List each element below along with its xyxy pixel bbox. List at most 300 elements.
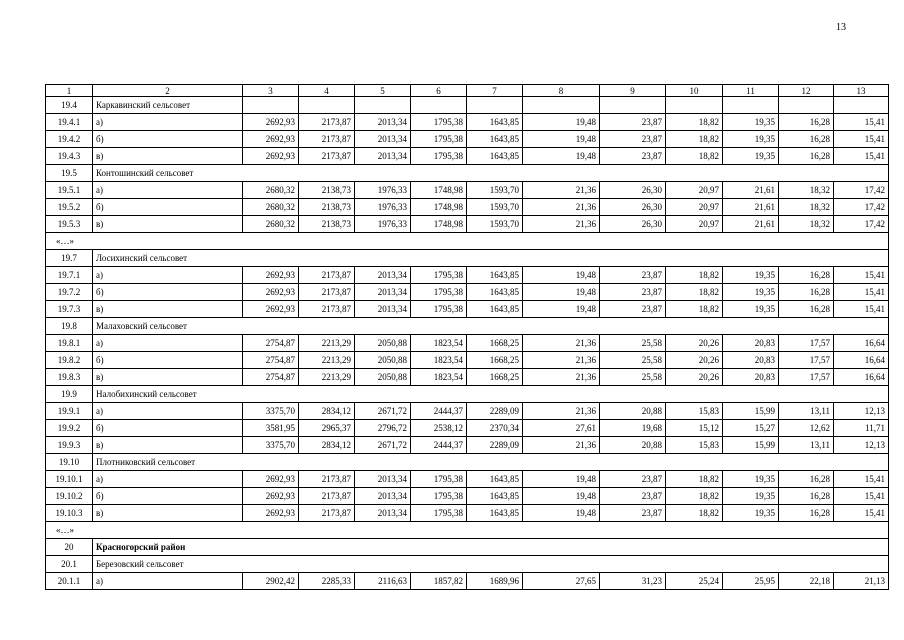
empty-cell — [723, 97, 779, 114]
value-cell: 15,41 — [834, 471, 889, 488]
value-cell: 1593,70 — [467, 182, 523, 199]
value-cell: 1643,85 — [467, 148, 523, 165]
row-option: а) — [93, 182, 243, 199]
value-cell: 2173,87 — [299, 505, 355, 522]
value-cell: 19,35 — [723, 471, 779, 488]
value-cell: 1823,54 — [411, 335, 467, 352]
value-cell: 2754,87 — [243, 369, 299, 386]
row-code: 19.10 — [46, 454, 93, 471]
value-cell: 2680,32 — [243, 182, 299, 199]
value-cell: 1643,85 — [467, 131, 523, 148]
value-cell: 19,35 — [723, 267, 779, 284]
value-cell: 15,99 — [723, 403, 779, 420]
table-row — [46, 488, 889, 505]
row-code: 19.10.3 — [46, 505, 93, 522]
value-cell: 2692,93 — [243, 148, 299, 165]
row-option: а) — [93, 114, 243, 131]
value-cell: 18,32 — [779, 199, 834, 216]
table-row — [46, 403, 889, 420]
value-cell: 23,87 — [600, 131, 666, 148]
value-cell: 2013,34 — [355, 267, 411, 284]
section-name: Плотниковский сельсовет — [93, 454, 889, 471]
value-cell: 2834,12 — [299, 403, 355, 420]
row-option: б) — [93, 488, 243, 505]
value-cell: 3375,70 — [243, 437, 299, 454]
value-cell: 1795,38 — [411, 505, 467, 522]
header-cell: 6 — [411, 85, 467, 97]
value-cell: 21,36 — [523, 437, 600, 454]
value-cell: 16,28 — [779, 148, 834, 165]
value-cell: 2050,88 — [355, 369, 411, 386]
value-cell: 20,26 — [666, 335, 723, 352]
row-code: 19.7.2 — [46, 284, 93, 301]
value-cell: 3375,70 — [243, 403, 299, 420]
value-cell: 19,35 — [723, 301, 779, 318]
value-cell: 1593,70 — [467, 216, 523, 233]
row-code: 19.4 — [46, 97, 93, 114]
row-code: 19.9.1 — [46, 403, 93, 420]
value-cell: 19,35 — [723, 488, 779, 505]
value-cell: 2965,37 — [299, 420, 355, 437]
value-cell: 18,82 — [666, 267, 723, 284]
page-number: 13 — [836, 22, 846, 33]
value-cell: 2285,33 — [299, 573, 355, 590]
value-cell: 22,18 — [779, 573, 834, 590]
value-cell: 16,28 — [779, 471, 834, 488]
value-cell: 2013,34 — [355, 471, 411, 488]
row-code: 19.8.2 — [46, 352, 93, 369]
value-cell: 21,13 — [834, 573, 889, 590]
value-cell: 1976,33 — [355, 216, 411, 233]
row-option: а) — [93, 471, 243, 488]
value-cell: 2013,34 — [355, 301, 411, 318]
value-cell: 15,12 — [666, 420, 723, 437]
value-cell: 1689,96 — [467, 573, 523, 590]
value-cell: 2680,32 — [243, 199, 299, 216]
row-code: 19.5.1 — [46, 182, 93, 199]
table-row — [46, 437, 889, 454]
district-name: Красногорский район — [93, 539, 889, 556]
value-cell: 2692,93 — [243, 301, 299, 318]
value-cell: 19,48 — [523, 301, 600, 318]
value-cell: 27,65 — [523, 573, 600, 590]
value-cell: 2138,73 — [299, 199, 355, 216]
header-cell: 13 — [834, 85, 889, 97]
value-cell: 15,27 — [723, 420, 779, 437]
value-cell: 19,48 — [523, 505, 600, 522]
value-cell: 2692,93 — [243, 267, 299, 284]
value-cell: 18,82 — [666, 114, 723, 131]
row-option: в) — [93, 437, 243, 454]
row-option: б) — [93, 420, 243, 437]
header-cell: 7 — [467, 85, 523, 97]
value-cell: 18,82 — [666, 301, 723, 318]
row-option: б) — [93, 352, 243, 369]
empty-cell — [779, 97, 834, 114]
row-code: 20.1.1 — [46, 573, 93, 590]
value-cell: 2692,93 — [243, 114, 299, 131]
value-cell: 2692,93 — [243, 505, 299, 522]
value-cell: 13,11 — [779, 403, 834, 420]
value-cell: 1668,25 — [467, 335, 523, 352]
value-cell: 2289,09 — [467, 403, 523, 420]
value-cell: 23,87 — [600, 284, 666, 301]
value-cell: 19,48 — [523, 148, 600, 165]
header-cell: 2 — [93, 85, 243, 97]
value-cell: 15,41 — [834, 301, 889, 318]
value-cell: 20,97 — [666, 216, 723, 233]
empty-cell — [411, 97, 467, 114]
value-cell: 2050,88 — [355, 335, 411, 352]
table-row — [46, 216, 889, 233]
row-option: б) — [93, 199, 243, 216]
empty-cell — [666, 97, 723, 114]
row-code: 19.5.3 — [46, 216, 93, 233]
value-cell: 16,28 — [779, 267, 834, 284]
row-option: в) — [93, 148, 243, 165]
value-cell: 18,82 — [666, 505, 723, 522]
value-cell: 21,61 — [723, 182, 779, 199]
value-cell: 20,88 — [600, 437, 666, 454]
value-cell: 16,28 — [779, 284, 834, 301]
value-cell: 1748,98 — [411, 199, 467, 216]
section-name: Малаховский сельсовет — [93, 318, 889, 335]
row-code: 19.7.3 — [46, 301, 93, 318]
value-cell: 19,48 — [523, 267, 600, 284]
value-cell: 26,30 — [600, 216, 666, 233]
value-cell: 23,87 — [600, 488, 666, 505]
value-cell: 21,36 — [523, 182, 600, 199]
value-cell: 1643,85 — [467, 267, 523, 284]
value-cell: 25,58 — [600, 369, 666, 386]
value-cell: 2671,72 — [355, 437, 411, 454]
value-cell: 16,64 — [834, 352, 889, 369]
section-row — [46, 318, 889, 335]
empty-cell — [600, 97, 666, 114]
value-cell: 2013,34 — [355, 114, 411, 131]
value-cell: 17,57 — [779, 352, 834, 369]
row-code: 19.7 — [46, 250, 93, 267]
row-code: 19.8 — [46, 318, 93, 335]
table-row — [46, 284, 889, 301]
value-cell: 2116,63 — [355, 573, 411, 590]
empty-cell — [523, 97, 600, 114]
value-cell: 12,62 — [779, 420, 834, 437]
row-code: 19.4.3 — [46, 148, 93, 165]
section-name: Лосихинский сельсовет — [93, 250, 889, 267]
value-cell: 2671,72 — [355, 403, 411, 420]
value-cell: 1976,33 — [355, 182, 411, 199]
empty-cell — [467, 97, 523, 114]
table-row — [46, 352, 889, 369]
table-row — [46, 114, 889, 131]
value-cell: 15,41 — [834, 505, 889, 522]
value-cell: 19,68 — [600, 420, 666, 437]
value-cell: 18,32 — [779, 216, 834, 233]
empty-cell — [834, 97, 889, 114]
value-cell: 19,48 — [523, 114, 600, 131]
value-cell: 17,42 — [834, 182, 889, 199]
row-code: 19.5 — [46, 165, 93, 182]
value-cell: 2138,73 — [299, 216, 355, 233]
value-cell: 18,82 — [666, 471, 723, 488]
table-row — [46, 131, 889, 148]
value-cell: 15,41 — [834, 114, 889, 131]
value-cell: 2692,93 — [243, 131, 299, 148]
value-cell: 15,99 — [723, 437, 779, 454]
row-code: 19.7.1 — [46, 267, 93, 284]
value-cell: 2538,12 — [411, 420, 467, 437]
value-cell: 2754,87 — [243, 352, 299, 369]
value-cell: 19,48 — [523, 284, 600, 301]
value-cell: 2692,93 — [243, 284, 299, 301]
section-row — [46, 97, 889, 114]
row-code: 19.9.2 — [46, 420, 93, 437]
value-cell: 2013,34 — [355, 131, 411, 148]
value-cell: 2692,93 — [243, 471, 299, 488]
empty-cell — [299, 97, 355, 114]
value-cell: 2173,87 — [299, 471, 355, 488]
value-cell: 19,35 — [723, 505, 779, 522]
table-row — [46, 199, 889, 216]
value-cell: 19,35 — [723, 131, 779, 148]
value-cell: 2213,29 — [299, 335, 355, 352]
value-cell: 20,97 — [666, 199, 723, 216]
header-cell: 8 — [523, 85, 600, 97]
section-row — [46, 386, 889, 403]
value-cell: 19,35 — [723, 284, 779, 301]
value-cell: 1976,33 — [355, 199, 411, 216]
value-cell: 1823,54 — [411, 352, 467, 369]
table-row — [46, 182, 889, 199]
value-cell: 21,36 — [523, 335, 600, 352]
value-cell: 16,28 — [779, 301, 834, 318]
value-cell: 16,28 — [779, 488, 834, 505]
row-option: а) — [93, 335, 243, 352]
value-cell: 1795,38 — [411, 267, 467, 284]
table-row — [46, 471, 889, 488]
value-cell: 1795,38 — [411, 114, 467, 131]
district-row — [46, 539, 889, 556]
value-cell: 2796,72 — [355, 420, 411, 437]
value-cell: 2173,87 — [299, 131, 355, 148]
value-cell: 1643,85 — [467, 301, 523, 318]
row-code: 20.1 — [46, 556, 93, 573]
value-cell: 16,64 — [834, 369, 889, 386]
row-option: в) — [93, 216, 243, 233]
row-code: 19.8.3 — [46, 369, 93, 386]
value-cell: 16,28 — [779, 131, 834, 148]
value-cell: 2173,87 — [299, 488, 355, 505]
value-cell: 16,28 — [779, 505, 834, 522]
value-cell: 2013,34 — [355, 148, 411, 165]
value-cell: 2013,34 — [355, 488, 411, 505]
row-code: 19.10.2 — [46, 488, 93, 505]
value-cell: 15,41 — [834, 148, 889, 165]
value-cell: 23,87 — [600, 301, 666, 318]
section-row — [46, 165, 889, 182]
value-cell: 15,41 — [834, 131, 889, 148]
header-cell: 5 — [355, 85, 411, 97]
row-option: а) — [93, 403, 243, 420]
row-option: в) — [93, 505, 243, 522]
value-cell: 18,82 — [666, 131, 723, 148]
value-cell: 2692,93 — [243, 488, 299, 505]
empty-cell — [355, 97, 411, 114]
section-name: Налобихинский сельсовет — [93, 386, 889, 403]
value-cell: 2370,34 — [467, 420, 523, 437]
value-cell: 1857,82 — [411, 573, 467, 590]
table-row — [46, 420, 889, 437]
value-cell: 1668,25 — [467, 369, 523, 386]
value-cell: 21,61 — [723, 216, 779, 233]
value-cell: 16,28 — [779, 114, 834, 131]
table-row — [46, 148, 889, 165]
value-cell: 1795,38 — [411, 488, 467, 505]
table-row — [46, 369, 889, 386]
ellipsis-cell: «…» — [46, 522, 889, 539]
value-cell: 25,24 — [666, 573, 723, 590]
section-row — [46, 250, 889, 267]
value-cell: 20,26 — [666, 352, 723, 369]
value-cell: 12,13 — [834, 403, 889, 420]
value-cell: 3581,95 — [243, 420, 299, 437]
value-cell: 2173,87 — [299, 301, 355, 318]
value-cell: 1668,25 — [467, 352, 523, 369]
header-cell: 3 — [243, 85, 299, 97]
value-cell: 17,57 — [779, 335, 834, 352]
row-code: 19.9 — [46, 386, 93, 403]
value-cell: 2902,42 — [243, 573, 299, 590]
value-cell: 19,35 — [723, 114, 779, 131]
value-cell: 1795,38 — [411, 471, 467, 488]
value-cell: 18,82 — [666, 148, 723, 165]
row-code: 19.9.3 — [46, 437, 93, 454]
value-cell: 19,48 — [523, 131, 600, 148]
value-cell: 1643,85 — [467, 488, 523, 505]
value-cell: 2444,37 — [411, 403, 467, 420]
value-cell: 19,48 — [523, 488, 600, 505]
value-cell: 20,83 — [723, 369, 779, 386]
value-cell: 1748,98 — [411, 182, 467, 199]
value-cell: 2444,37 — [411, 437, 467, 454]
row-code: 19.10.1 — [46, 471, 93, 488]
value-cell: 21,61 — [723, 199, 779, 216]
header-cell: 12 — [779, 85, 834, 97]
value-cell: 1643,85 — [467, 114, 523, 131]
value-cell: 15,41 — [834, 488, 889, 505]
row-code: 20 — [46, 539, 93, 556]
value-cell: 15,41 — [834, 267, 889, 284]
value-cell: 2754,87 — [243, 335, 299, 352]
value-cell: 23,87 — [600, 148, 666, 165]
value-cell: 26,30 — [600, 182, 666, 199]
value-cell: 2289,09 — [467, 437, 523, 454]
value-cell: 1643,85 — [467, 284, 523, 301]
value-cell: 23,87 — [600, 505, 666, 522]
value-cell: 1795,38 — [411, 284, 467, 301]
row-code: 19.4.2 — [46, 131, 93, 148]
section-name: Каркавинский сельсовет — [93, 97, 243, 114]
value-cell: 15,83 — [666, 403, 723, 420]
value-cell: 1643,85 — [467, 471, 523, 488]
tariff-table — [45, 84, 889, 590]
value-cell: 20,88 — [600, 403, 666, 420]
value-cell: 17,42 — [834, 199, 889, 216]
row-option: б) — [93, 131, 243, 148]
value-cell: 19,35 — [723, 148, 779, 165]
value-cell: 2213,29 — [299, 369, 355, 386]
header-cell: 1 — [46, 85, 93, 97]
value-cell: 1795,38 — [411, 301, 467, 318]
row-option: в) — [93, 301, 243, 318]
header-cell: 11 — [723, 85, 779, 97]
row-option: в) — [93, 369, 243, 386]
value-cell: 12,13 — [834, 437, 889, 454]
value-cell: 1795,38 — [411, 131, 467, 148]
value-cell: 23,87 — [600, 267, 666, 284]
table-row — [46, 301, 889, 318]
empty-cell — [243, 97, 299, 114]
value-cell: 11,71 — [834, 420, 889, 437]
row-code: 19.4.1 — [46, 114, 93, 131]
value-cell: 1593,70 — [467, 199, 523, 216]
value-cell: 27,61 — [523, 420, 600, 437]
value-cell: 23,87 — [600, 114, 666, 131]
value-cell: 21,36 — [523, 216, 600, 233]
value-cell: 19,48 — [523, 471, 600, 488]
ellipsis-cell: «…» — [46, 233, 889, 250]
value-cell: 1748,98 — [411, 216, 467, 233]
row-option: а) — [93, 267, 243, 284]
table-row — [46, 573, 889, 590]
value-cell: 26,30 — [600, 199, 666, 216]
value-cell: 17,57 — [779, 369, 834, 386]
section-name: Березовский сельсовет — [93, 556, 889, 573]
table-row — [46, 505, 889, 522]
value-cell: 2173,87 — [299, 114, 355, 131]
header-row — [46, 85, 889, 97]
value-cell: 20,83 — [723, 352, 779, 369]
section-row — [46, 454, 889, 471]
value-cell: 2013,34 — [355, 505, 411, 522]
value-cell: 31,23 — [600, 573, 666, 590]
row-option: б) — [93, 284, 243, 301]
value-cell: 18,82 — [666, 284, 723, 301]
ellipsis-row — [46, 522, 889, 539]
value-cell: 2013,34 — [355, 284, 411, 301]
header-cell: 9 — [600, 85, 666, 97]
row-code: 19.8.1 — [46, 335, 93, 352]
value-cell: 20,97 — [666, 182, 723, 199]
value-cell: 20,26 — [666, 369, 723, 386]
value-cell: 2213,29 — [299, 352, 355, 369]
header-cell: 4 — [299, 85, 355, 97]
value-cell: 2680,32 — [243, 216, 299, 233]
value-cell: 13,11 — [779, 437, 834, 454]
value-cell: 16,64 — [834, 335, 889, 352]
value-cell: 21,36 — [523, 352, 600, 369]
value-cell: 2173,87 — [299, 267, 355, 284]
value-cell: 1823,54 — [411, 369, 467, 386]
value-cell: 18,32 — [779, 182, 834, 199]
value-cell: 25,58 — [600, 335, 666, 352]
value-cell: 1643,85 — [467, 505, 523, 522]
value-cell: 21,36 — [523, 369, 600, 386]
value-cell: 17,42 — [834, 216, 889, 233]
ellipsis-row — [46, 233, 889, 250]
value-cell: 1795,38 — [411, 148, 467, 165]
